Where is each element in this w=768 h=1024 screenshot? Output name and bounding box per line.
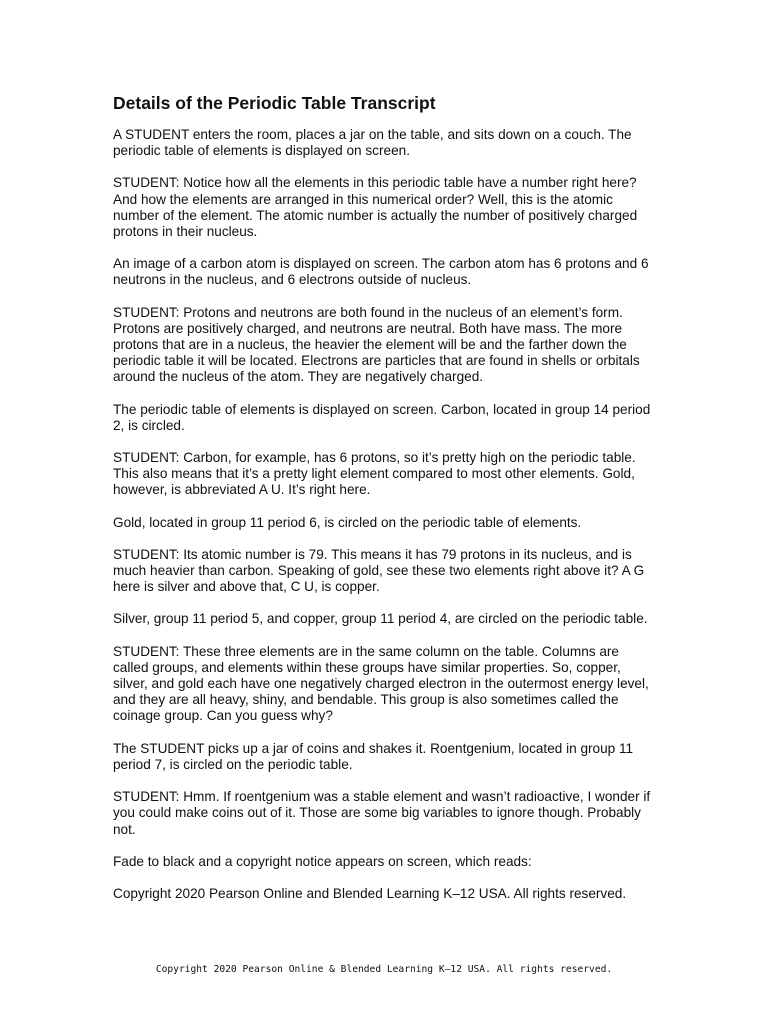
paragraph-roentgenium: STUDENT: Hmm. If roentgenium was a stable element and wasn’t radioactive, I wonder if you could make coins out of it. Those are some big variables to ignore though. Probably not. bbox=[113, 789, 651, 837]
paragraph-coins-jar: The STUDENT picks up a jar of coins and shakes it. Roentgenium, located in group 11 period 7, is circled on the periodic table. bbox=[113, 740, 634, 772]
paragraph-silver-copper-circled: Silver, group 11 period 5, and copper, group 11 period 4, are circled on the periodic table. bbox=[113, 611, 648, 627]
paragraph-protons-neutrons: STUDENT: Protons and neutrons are both found in the nucleus of an element’s form. Protons are positively charged, and neutrons are neutral. Both have mass. The more protons that are in a nucleus, the heavier the element will be and the farther down the periodic table it will be located. Electrons are particles that are found in shells or orbitals around the nucleus of the atom. They are negatively charged. bbox=[113, 304, 640, 385]
paragraph-intro: A STUDENT enters the room, places a jar on the table, and sits down on a couch. The periodic table of elements is displayed on screen. bbox=[113, 127, 632, 159]
paragraph-fade-to-black: Fade to black and a copyright notice appears on screen, which reads: bbox=[113, 853, 532, 869]
paragraph-copyright-notice: Copyright 2020 Pearson Online and Blended Learning K–12 USA. All rights reserved. bbox=[113, 885, 627, 901]
paragraph-carbon-circled: The periodic table of elements is displayed on screen. Carbon, located in group 14 period 2, is circled. bbox=[113, 401, 651, 433]
page-footer: Copyright 2020 Pearson Online & Blended Learning K–12 USA. All rights reserved. bbox=[155, 964, 613, 975]
paragraph-gold-atomic-number: STUDENT: Its atomic number is 79. This means it has 79 protons in its nucleus, and is much heavier than carbon. Speaking of gold, see these two elements right above it? A G here is silver and above that, C U, is copper. bbox=[113, 546, 645, 595]
paragraph-gold-circled: Gold, located in group 11 period 6, is circled on the periodic table of elements. bbox=[113, 514, 582, 530]
paragraph-carbon-atom: An image of a carbon atom is displayed on screen. The carbon atom has 6 protons and 6 neutrons in the nucleus, and 6 electrons outside of nucleus. bbox=[113, 256, 649, 288]
document-page bbox=[113, 92, 658, 918]
paragraph-carbon-light: STUDENT: Carbon, for example, has 6 protons, so it’s pretty high on the periodic table. This also means that it’s a pretty light element compared to most other elements. Gold, however, is abbreviated A U. It’s right here. bbox=[113, 450, 636, 498]
paragraph-atomic-number: STUDENT: Notice how all the elements in this periodic table have a number right here? And how the elements are arranged in this numerical order? Well, this is the atomic number of the element. The atomic number is actually the number of positively charged protons in their nucleus. bbox=[113, 175, 638, 240]
document-title: Details of the Periodic Table Transcript bbox=[113, 93, 436, 113]
paragraph-groups: STUDENT: These three elements are in the same column on the table. Columns are called groups, and elements within these groups have similar properties. So, copper, silver, and gold each have one negatively charged electron in the outermost energy level, and they are all heavy, shiny, and bendable. This group is also sometimes called the coinage group. Can you guess why? bbox=[113, 643, 649, 724]
